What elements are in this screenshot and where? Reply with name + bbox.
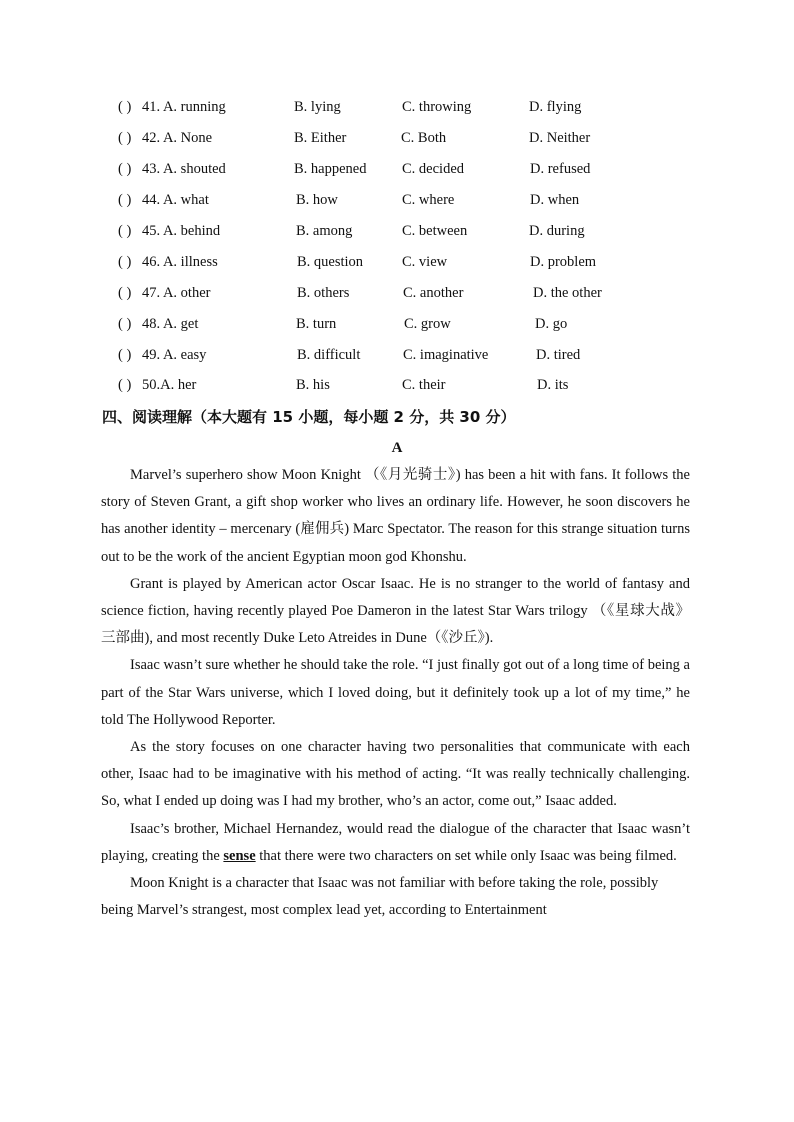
option-b: B. Either — [294, 130, 347, 146]
answer-blank: ( ) — [118, 99, 132, 115]
option-d: D. flying — [529, 99, 582, 115]
option-d: D. Neither — [529, 130, 591, 146]
option-a: 46. A. illness — [142, 254, 218, 270]
option-d: D. its — [537, 377, 569, 393]
option-d: D. tired — [536, 347, 581, 363]
reading-passage — [101, 462, 690, 924]
paragraph-6: Moon Knight is a character that Isaac was not familiar with before taking the role, possibly being Marvel’s strangest, most complex lead yet, according to Entertainment — [101, 875, 659, 919]
option-b: B. others — [297, 285, 350, 301]
option-d: D. the other — [533, 285, 602, 301]
option-a: 44. A. what — [142, 192, 209, 208]
option-a: 47. A. other — [142, 285, 211, 301]
option-d: D. when — [530, 192, 580, 208]
option-c: C. throwing — [402, 99, 472, 115]
option-c: C. Both — [401, 130, 447, 146]
answer-blank: ( ) — [118, 161, 132, 177]
paragraph-3: Isaac wasn’t sure whether he should take the role. “I just finally got out of a long time of being a part of the Star Wars universe, which I loved doing, but it definitely took up a lot of my time,” he told The Hollywood Reporter. — [101, 657, 690, 728]
section-heading: 四、阅读理解（本大题有 15 小题，每小题 2 分，共 30 分） — [102, 408, 516, 426]
option-b: B. difficult — [297, 347, 361, 363]
option-d: D. problem — [530, 254, 597, 270]
option-b: B. happened — [294, 161, 367, 177]
option-a: 41. A. running — [142, 99, 226, 115]
answer-blank: ( ) — [118, 347, 132, 363]
option-d: D. go — [535, 316, 568, 332]
option-b: B. his — [296, 377, 330, 393]
answer-blank: ( ) — [118, 285, 132, 301]
option-c: C. grow — [404, 316, 451, 332]
option-c: C. another — [403, 285, 464, 301]
answer-blank: ( ) — [118, 254, 132, 270]
option-a: 42. A. None — [142, 130, 213, 146]
paragraph-2: Grant is played by American actor Oscar Isaac. He is no stranger to the world of fantasy and science fiction, having recently played Poe Dameron in the latest Star Wars trilogy （《星球大战》三部曲), and most recently Duke Leto Atreides in Dune（《沙丘》). — [101, 575, 690, 647]
answer-blank: ( ) — [118, 130, 132, 146]
option-a: 43. A. shouted — [142, 161, 226, 177]
passage-letter: A — [391, 440, 403, 456]
option-b: B. how — [296, 192, 338, 208]
option-c: C. imaginative — [403, 347, 489, 363]
option-b: B. question — [297, 254, 364, 270]
answer-blank: ( ) — [118, 192, 132, 208]
option-d: D. refused — [530, 161, 591, 177]
answer-blank: ( ) — [118, 377, 132, 393]
paragraph-5 — [101, 816, 690, 870]
option-c: C. their — [402, 377, 446, 393]
option-a: 49. A. easy — [142, 347, 207, 363]
paragraph-4: As the story focuses on one character having two personalities that communicate with each other, Isaac had to be imaginative with his method of acting. “It was really technically challenging. So, what I ended up doing was I had my brother, who’s an actor, come out,” Isaac added. — [101, 739, 690, 810]
option-c: C. where — [402, 192, 455, 208]
option-d: D. during — [529, 223, 585, 239]
option-a: 45. A. behind — [142, 223, 221, 239]
paragraph-1: Marvel’s superhero show Moon Knight （《月光骑士》) has been a hit with fans. It follows the story of Steven Grant, a gift shop worker who lives an ordinary life. However, he soon discovers he has another identity – mercenary (雇佣兵) Marc Spectator. The reason for this strange situation turns out to be the work of the ancient Egyptian moon god Khonshu. — [101, 467, 690, 565]
option-c: C. view — [402, 254, 448, 270]
option-c: C. between — [402, 223, 468, 239]
paragraph-5-text-after: that there were two characters on set while only Isaac was being filmed. — [255, 847, 677, 864]
answer-blank: ( ) — [118, 223, 132, 239]
option-b: B. lying — [294, 99, 341, 115]
paragraph-5-text-before: Isaac’s brother, Michael Hernandez, would read the dialogue of the character that Isaac wasn’t playing, creating the — [101, 820, 690, 864]
answer-blank: ( ) — [118, 316, 132, 332]
underlined-word: sense — [223, 847, 256, 864]
option-c: C. decided — [402, 161, 465, 177]
option-b: B. turn — [296, 316, 337, 332]
option-a: 50.A. her — [142, 377, 197, 393]
option-a: 48. A. get — [142, 316, 199, 332]
option-b: B. among — [296, 223, 353, 239]
